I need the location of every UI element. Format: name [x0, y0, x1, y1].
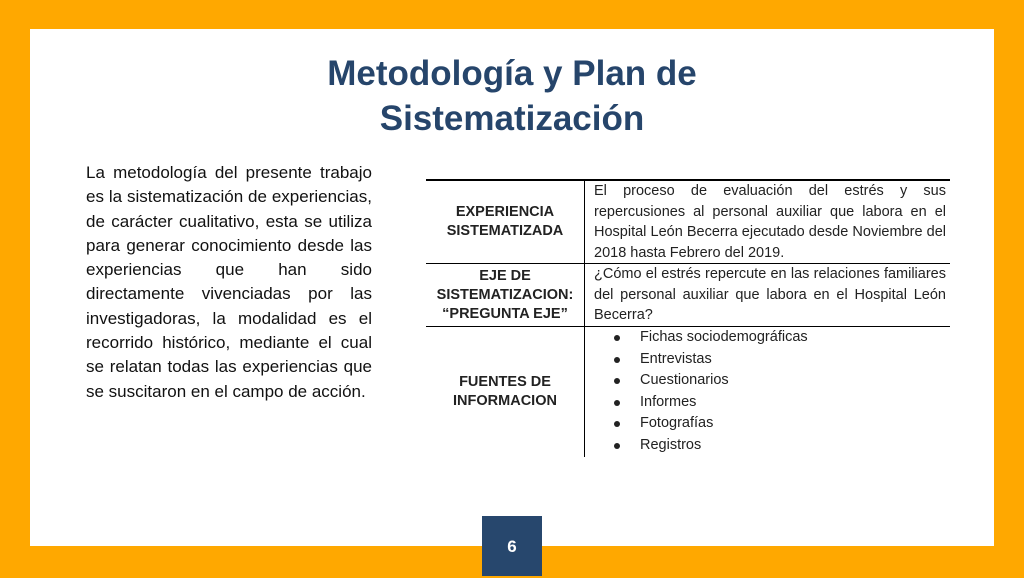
row-label-eje: EJE DE SISTEMATIZACION: “PREGUNTA EJE” [426, 264, 585, 327]
bullet-icon [614, 357, 620, 363]
list-item-label: Entrevistas [640, 350, 712, 367]
list-item [594, 370, 946, 392]
list-item-label: Cuestionarios [640, 372, 729, 389]
page-number-badge: 6 [482, 516, 542, 576]
row-content-fuentes [585, 327, 951, 457]
methodology-paragraph: La metodología del presente trabajo es la sistematización de experiencias, de carácter cualitativo, esta se utiliza para generar conocimiento desde las experiencias que han sido directamente vivenciadas por las investigadoras, la modalidad es el recorrido histórico, mediante el cual se relatan todas las experiencias que se suscitaron en el campo de acción. [86, 163, 372, 401]
row-label-experiencia: EXPERIENCIA SISTEMATIZADA [426, 180, 585, 264]
list-item-label: Fotografías [640, 415, 714, 432]
table-row [426, 327, 950, 457]
title-line-2: Sistematización [379, 99, 645, 138]
bullet-icon [614, 421, 620, 427]
list-item [594, 435, 946, 457]
title-line-1: Metodología y Plan de [327, 54, 697, 93]
sources-list [594, 327, 946, 457]
list-item [594, 349, 946, 371]
slide [30, 29, 994, 546]
table-row [426, 264, 950, 327]
slide-title [30, 51, 994, 141]
table-row [426, 180, 950, 264]
list-item-label: Informes [640, 393, 697, 410]
list-item-label: Registros [640, 436, 702, 453]
systematization-table [426, 179, 950, 453]
list-item [594, 392, 946, 414]
bullet-icon [614, 400, 620, 406]
row-content-experiencia: El proceso de evaluación del estrés y sus repercusiones al personal auxiliar que labora en el Hospital León Becerra ejecutado desde Noviembre del 2018 hasta Febrero del 2019. [585, 180, 951, 264]
bullet-icon [614, 335, 620, 341]
bullet-icon [614, 443, 620, 449]
list-item-label: Fichas sociodemográficas [640, 329, 808, 345]
list-item [594, 413, 946, 435]
row-label-fuentes: FUENTES DE INFORMACION [426, 327, 585, 457]
row-content-eje: ¿Cómo el estrés repercute en las relaciones familiares del personal auxiliar que labora en el Hospital León Becerra? [585, 264, 951, 327]
list-item [594, 327, 946, 349]
bullet-icon [614, 378, 620, 384]
